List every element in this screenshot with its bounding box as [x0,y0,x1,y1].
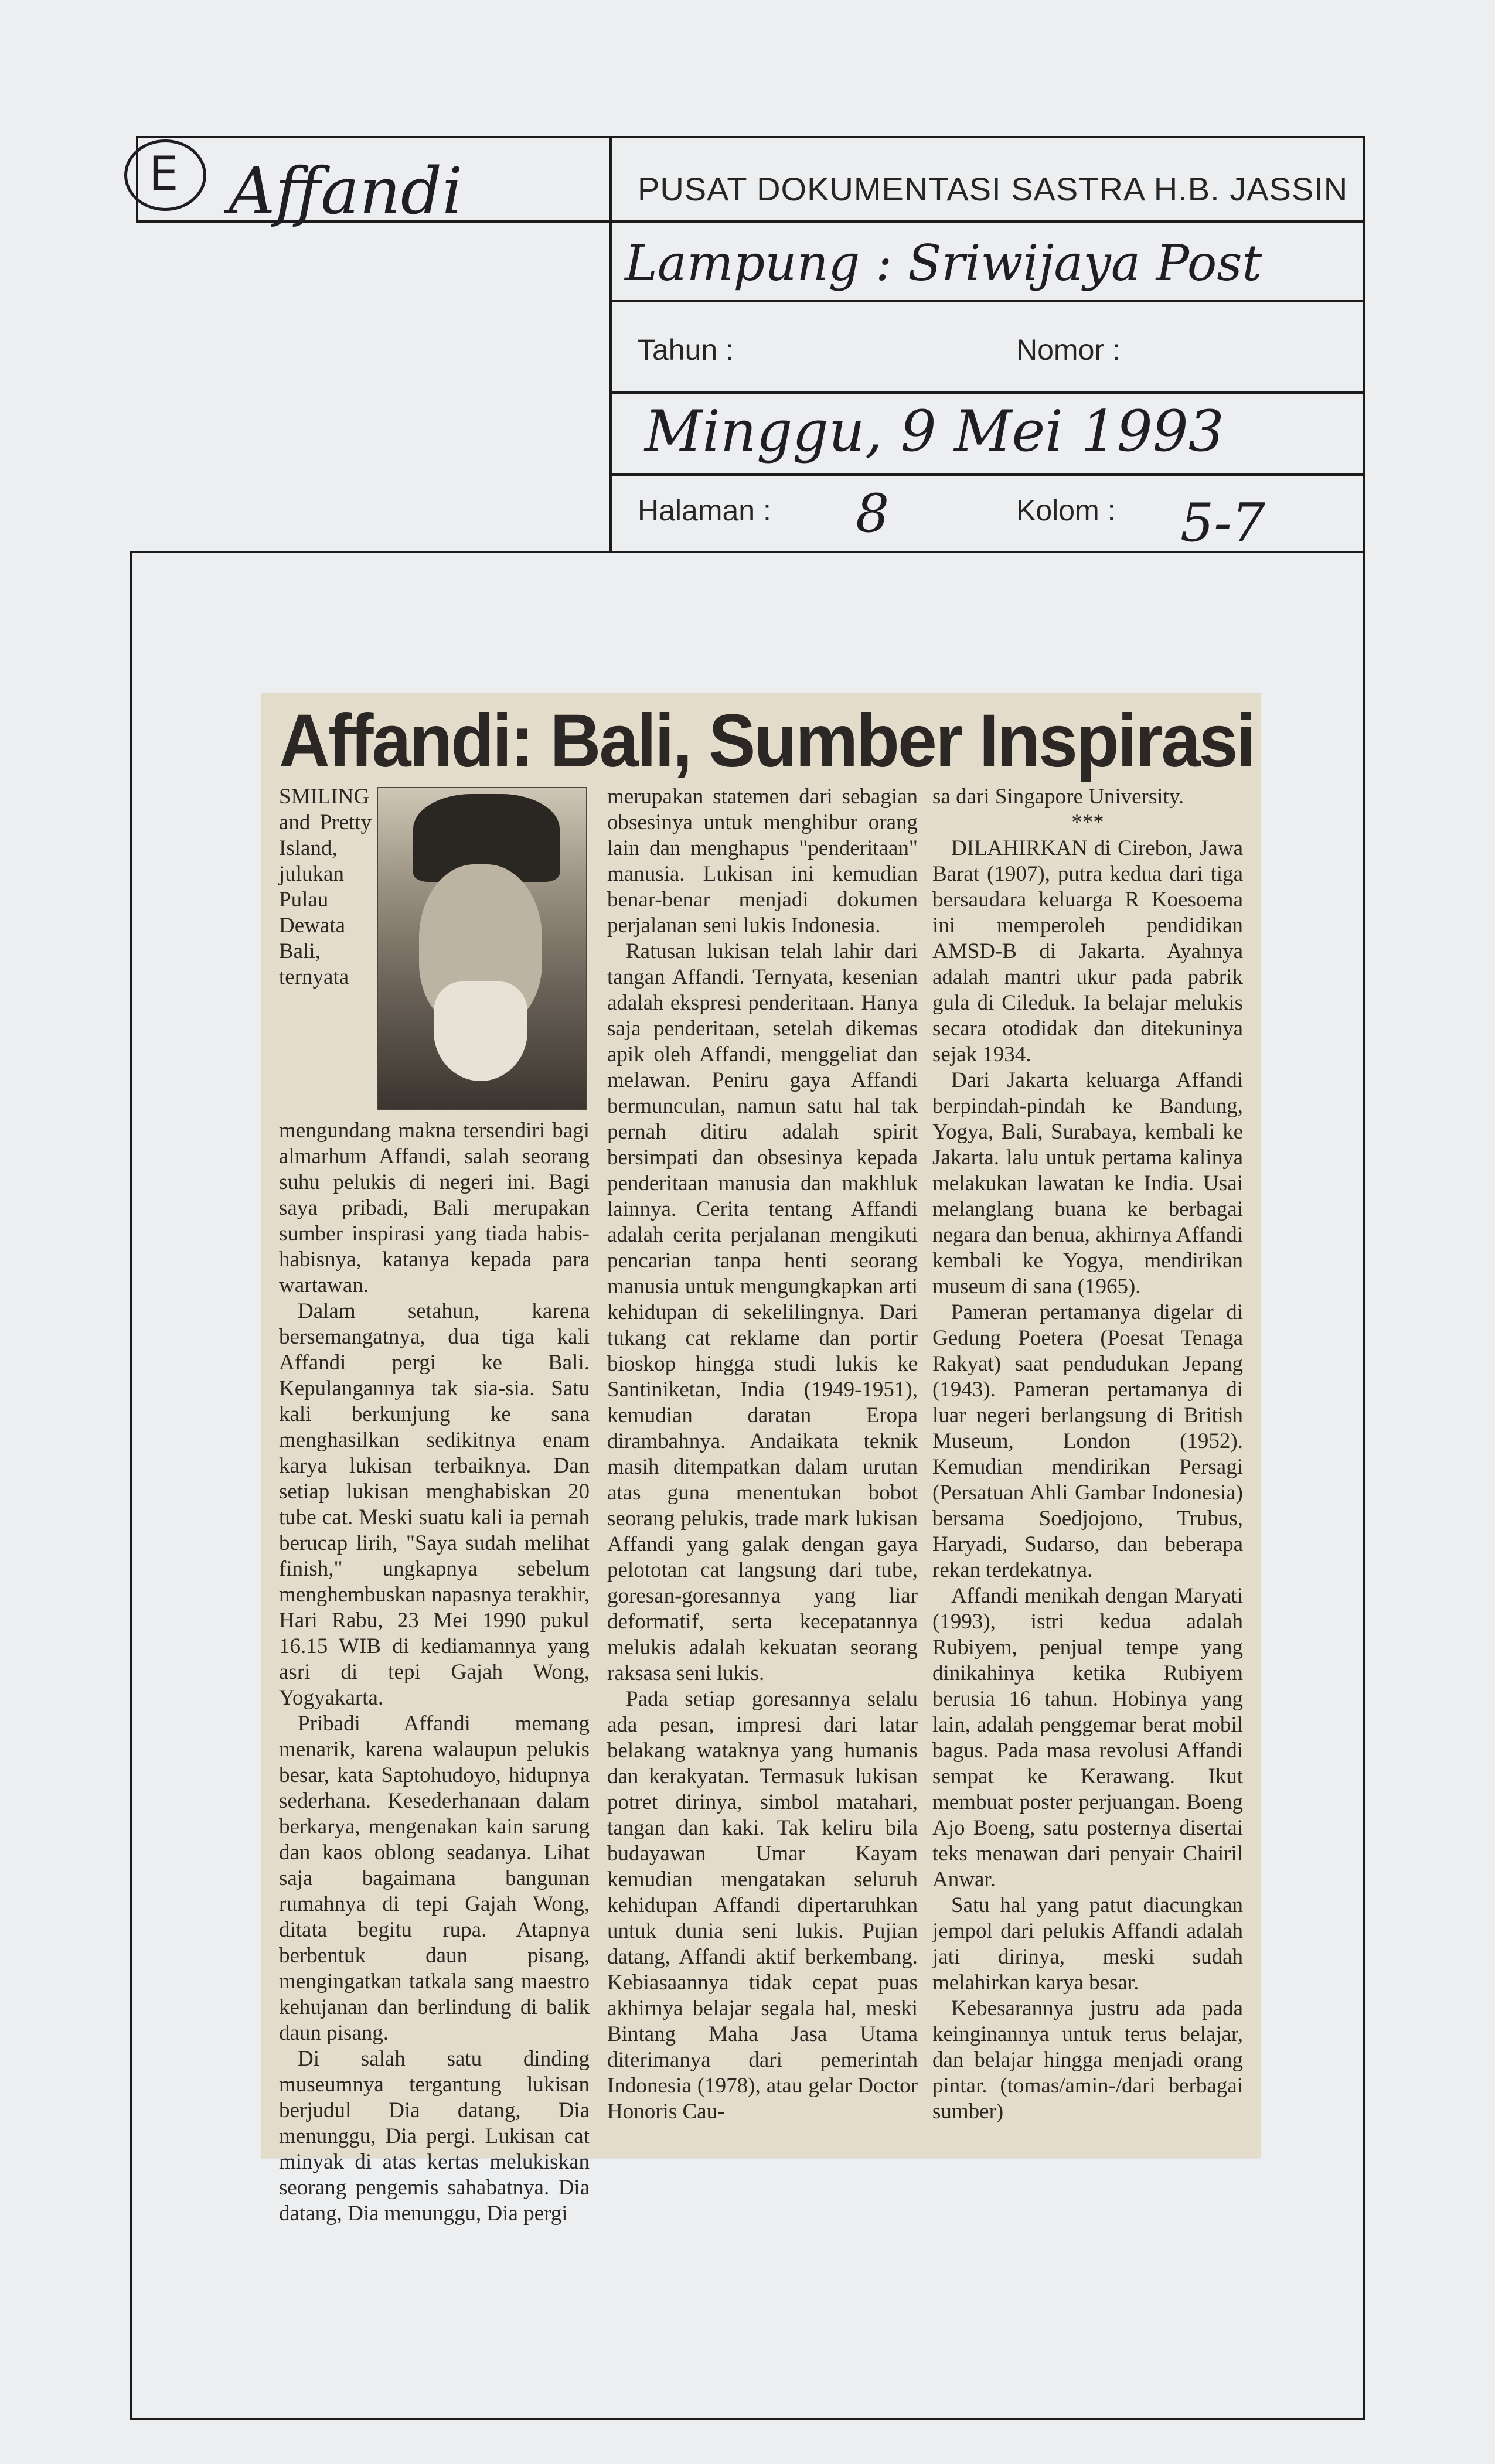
col2-p1: merupakan statemen dari sebagian obsesinya untuk menghibur orang lain dan menghapus "penderitaan" manusia. Lukisan ini kemudian benar-benar menjadi dokumen perjalanan seni lukis Indonesia. [607,785,918,938]
col3-p4: Pameran pertamanya digelar di Gedung Poetera (Poesat Tenaga Rakyat) saat pendudukan Jepang (1943). Pameran pertamanya di luar negeri berlangsung di British Museum, London (1952). Kemudian mendirikan Persagi (Persatuan Ahli Gambar Indonesia) bersama Soedjojono, Trubus, Haryadi, Sudarso, dan beberapa rekan terdekatnya. [932,1300,1243,1582]
category-code: E [149,146,179,201]
frame-row-line-2 [609,300,1365,302]
halaman-value: 8 [856,483,890,544]
article-headline: Affandi: Bali, Sumber Inspirasi [279,699,1255,783]
article-column-1 [279,784,590,2227]
nomor-label: Nomor : [1016,333,1121,366]
photo-float-spacer [372,784,590,1118]
publication-date: Minggu, 9 Mei 1993 [645,398,1224,464]
col1-p4: Di salah satu dinding museumnya tergantung lukisan berjudul Dia datang, Dia menunggu, Dia pergi. Lukisan cat minyak di atas kertas melukiskan seorang pengemis sahabatnya. Dia datang, Dia menunggu, Dia pergi [279,2047,590,2226]
col3-separator: *** [1071,810,1104,834]
frame-top-line [136,136,1365,138]
col1-p2: Dalam setahun, karena bersemangatnya, dua tiga kali Affandi pergi ke Bali. Kepulangannya tak sia-sia. Satu kali berkunjung ke sana menghasilkan sedikitnya enam karya lukisan terbaiknya. Dan setiap lukisan menghabiskan 20 tube cat. Meski suatu kali ia pernah berucap lirih, "Saya sudah melihat finish," ungkapnya sebelum menghembuskan napasnya terakhir, Hari Rabu, 23 Mei 1990 pukul 16.15 WIB di kediamannya yang asri di tepi Gajah Wong, Yogyakarta. [279,1299,590,1710]
frame-vertical-divider [609,136,612,553]
col1-p1: SMILING and Pretty Island, julukan Pulau Dewata Bali, ternyata mengundang makna tersendiri bagi almarhum Affandi, salah seorang suhu pelukis di negeri ini. Bagi saya pribadi, Bali merupakan sumber inspirasi yang tiada habis-habisnya, katanya kepada para wartawan. [279,785,590,1297]
article-column-2 [607,784,918,2125]
col2-p2: Ratusan lukisan telah lahir dari tangan Affandi. Ternyata, kesenian adalah ekspresi penderitaan. Hanya saja penderitaan, setelah dikemas apik oleh Affandi, menggeliat dan melawan. Peniru gaya Affandi bermunculan, namun satu hal tak pernah ditiru adalah spirit bersimpati dan obsesinya kepada penderitaan manusia dan makhluk lainnya. Cerita tentang Affandi adalah cerita perjalanan mengikuti pencarian tanpa henti seorang manusia untuk mengungkapkan arti kehidupan di sekelilingnya. Dari tukang cat reklame dan portir bioskop hingga studi lukis ke Santiniketan, India (1949-1951), kemudian daratan Eropa dirambahnya. Andaikata teknik masih ditempatkan dalam urutan atas guna menentukan bobot seorang pelukis, trade mark lukisan Affandi yang galak dengan gaya pelototan cat langsung dari tube, goresan-goresannya yang liar deformatif, serta kecepatannya melukis adalah kekuatan seorang raksasa seni lukis. [607,939,918,1685]
col2-p3: Pada setiap goresannya selalu ada pesan, impresi dari latar belakang wataknya yang humanis dan kerakyatan. Termasuk lukisan potret dirinya, simbol matahari, tangan dan kaki. Tak keliru bila budayawan Umar Kayam kemudian mengatakan seluruh kehidupan Affandi dipertaruhkan untuk dunia seni lukis. Pujian datang, Affandi aktif berkembang. Kebiasaannya tidak cepat puas akhirnya belajar segala hal, meski Bintang Maha Jasa Utama diterimanya dari pemerintah Indonesia (1978), atau gelar Doctor Honoris Cau- [607,1687,918,2124]
tahun-label: Tahun : [638,333,734,366]
subject-handwritten: Affandi [229,154,463,229]
column-1-para-1 [279,784,590,1299]
col3-p2: DILAHIRKAN di Cirebon, Jawa Barat (1907), putra kedua dari tiga bersaudara keluarga R Koesoema ini memperoleh pendidikan AMSD-B di Jakarta. Ayahnya adalah mantri ukur pada pabrik gula di Cileduk. Ia belajar melukis secara otodidak dan ditekuninya sejak 1934. [932,836,1243,1066]
kolom-label: Kolom : [1016,494,1116,527]
frame-content-left-line [130,551,132,2420]
frame-row-line-4 [609,473,1365,476]
col3-p7: Kebesarannya justru ada pada keinginannya untuk terus belajar, dan belajar hingga menjadi orang pintar. (tomas/amin-/dari berbagai sumber) [932,1996,1243,2124]
frame-content-right-line [1363,551,1365,2420]
col3-p6: Satu hal yang patut diacungkan jempol dari pelukis Affandi adalah jati dirinya, meski sudah melahirkan karya besar. [932,1893,1243,1995]
col1-p3: Pribadi Affandi memang menarik, karena walaupun pelukis besar, kata Saptohudoyo, hidupnya sederhana. Kesederhanaan dalam berkarya, mengenakan kain sarung dan kaos oblong seadanya. Lihat saja bagaimana bangunan rumahnya di tepi Gajah Wong, ditata begitu rupa. Atapnya berbentuk daun pisang, mengingatkan tatkala sang maestro kehujanan dan berlindung di balik daun pisang. [279,1712,590,2045]
col3-p3: Dari Jakarta keluarga Affandi berpindah-pindah ke Bandung, Yogya, Bali, Surabaya, kembali ke Jakarta. lalu untuk pertama kalinya melakukan lawatan ke India. Usai melanglang buana ke berbagai negara dan benua, akhirnya Affandi kembali ke Yogya, mendirikan museum di sana (1965). [932,1068,1243,1299]
kolom-value: 5-7 [1180,492,1265,554]
frame-right-line-top [1363,136,1365,553]
archive-name: PUSAT DOKUMENTASI SASTRA H.B. JASSIN [638,171,1348,207]
newspaper-source: Lampung : Sriwijaya Post [625,234,1262,292]
frame-row-line-3 [609,391,1365,394]
halaman-label: Halaman : [638,494,771,527]
newspaper-clipping [261,693,1261,2226]
col3-p1: sa dari Singapore University. [932,785,1184,809]
article-column-3 [932,784,1243,2125]
col3-p5: Affandi menikah dengan Maryati (1993), istri kedua adalah Rubiyem, penjual tempe yang dinikahinya ketika Rubiyem berusia 16 tahun. Hobinya yang lain, adalah penggemar berat mobil bagus. Pada masa revolusi Affandi sempat ke Kerawang. Ikut membuat poster perjuangan. Boeng Ajo Boeng, satu posternya disertai teks menawan dari penyair Chairil Anwar. [932,1584,1243,1892]
frame-bottom-line [130,2418,1365,2420]
